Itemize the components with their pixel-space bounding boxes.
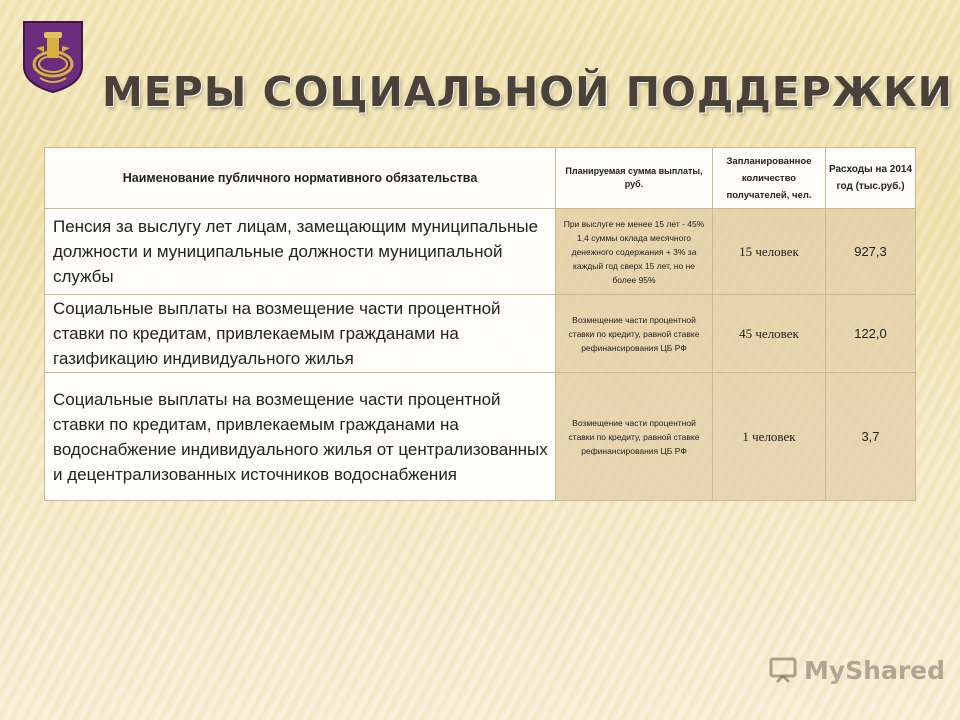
planned-amount-cell: При выслуге не менее 15 лет - 45% 1,4 суммы оклада месячного денежного содержания + 3% за каждый год сверх 15 лет, но не более 95% bbox=[556, 209, 713, 295]
presentation-icon bbox=[768, 655, 798, 685]
table-row bbox=[45, 373, 916, 501]
coat-of-arms-logo bbox=[22, 20, 84, 94]
social-support-table bbox=[44, 147, 916, 501]
table-header-row bbox=[45, 148, 916, 209]
expenses-cell: 122,0 bbox=[826, 295, 916, 373]
expenses-cell: 3,7 bbox=[826, 373, 916, 501]
expenses-cell: 927,3 bbox=[826, 209, 916, 295]
column-header-recipients: Запланированное количество получателей, чел. bbox=[713, 148, 826, 209]
coat-of-arms-icon bbox=[22, 20, 84, 94]
table-row bbox=[45, 209, 916, 295]
table-row bbox=[45, 295, 916, 373]
watermark-text: MyShared bbox=[804, 655, 946, 685]
obligation-name-cell: Социальные выплаты на возмещение части процентной ставки по кредитам, привлекаемым гражданами на газификацию индивидуального жилья bbox=[45, 295, 556, 373]
page-title: МЕРЫ СОЦИАЛЬНОЙ ПОДДЕРЖКИ bbox=[102, 68, 953, 116]
recipients-cell: 45 человек bbox=[713, 295, 826, 373]
column-header-expenses: Расходы на 2014 год (тыс.руб.) bbox=[826, 148, 916, 209]
planned-amount-cell: Возмещение части процентной ставки по кредиту, равной ставке рефинансирования ЦБ РФ bbox=[556, 295, 713, 373]
planned-amount-cell: Возмещение части процентной ставки по кредиту, равной ставке рефинансирования ЦБ РФ bbox=[556, 373, 713, 501]
column-header-obligation-name: Наименование публичного нормативного обязательства bbox=[45, 148, 556, 209]
myshared-watermark bbox=[768, 655, 945, 685]
recipients-cell: 1 человек bbox=[713, 373, 826, 501]
column-header-planned-amount: Планируемая сумма выплаты, руб. bbox=[556, 148, 713, 209]
obligation-name-cell: Пенсия за выслугу лет лицам, замещающим муниципальные должности и муниципальные должности муниципальной службы bbox=[45, 209, 556, 295]
obligation-name-cell: Социальные выплаты на возмещение части процентной ставки по кредитам, привлекаемым гражданами на водоснабжение индивидуального жилья от централизованных и децентрализованных источников водоснабжения bbox=[45, 373, 556, 501]
recipients-cell: 15 человек bbox=[713, 209, 826, 295]
